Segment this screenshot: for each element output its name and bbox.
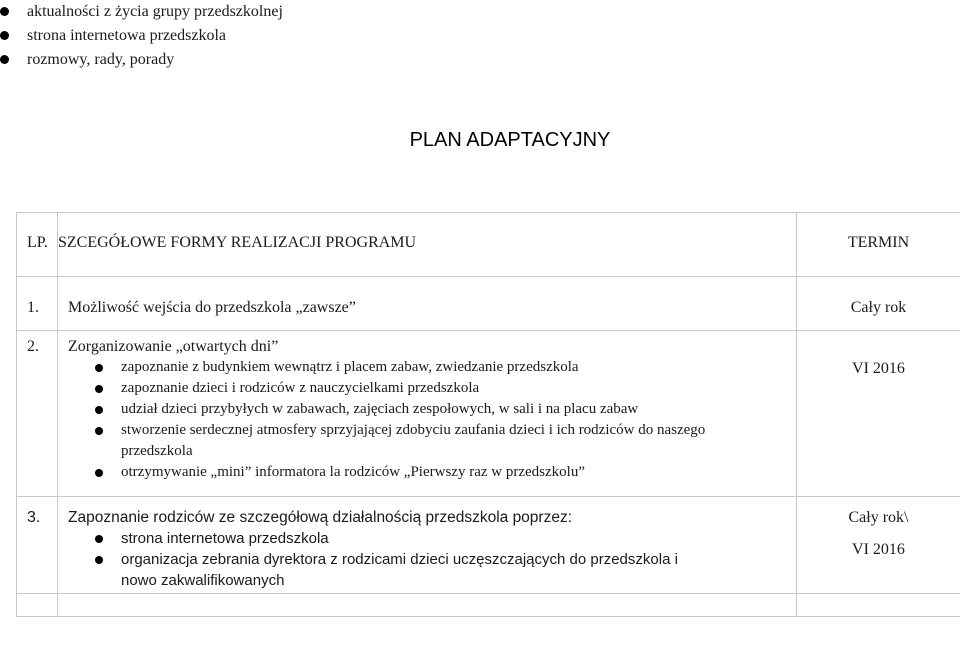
intro-list-item: strona internetowa przedszkola (0, 24, 283, 48)
bullet-icon (0, 55, 9, 64)
header-cell-description: SZCEGÓŁOWE FORMY REALIZACJI PROGRAMU (58, 213, 797, 277)
intro-list-item: rozmowy, rady, porady (0, 48, 283, 72)
cell-term: VI 2016 (797, 331, 960, 497)
cell-term: Cały rok\ VI 2016 (797, 497, 960, 594)
plan-table (16, 212, 960, 617)
cell-lp: 1. (17, 277, 58, 331)
table-row (17, 497, 960, 594)
list-item: udział dzieci przybyłych w zabawach, zajęciach zespołowych, w sali i na placu zabaw (121, 399, 796, 420)
list-item: zapoznanie dzieci i rodziców z nauczycielkami przedszkola (121, 378, 796, 399)
cell-description: Zapoznanie rodziców ze szczegółową działalnością przedszkola poprzez: strona internetowa przedszkola organizacja zebrania dyrektora z rodzicami dzieci uczęszczających do przedszkola i nowo zakwalifikowanych (58, 497, 797, 594)
cell-term: Cały rok (797, 277, 960, 331)
bullet-icon (95, 385, 103, 393)
cell-description: Zorganizowanie „otwartych dni” zapoznanie z budynkiem wewnątrz i placem zabaw, zwiedzanie przedszkola zapoznanie dzieci i rodziców z nauczycielkami przedszkola udział dzieci przybyłych w zabawach, zajęciach zespołowych, w sali i na placu zabaw stworzenie serdecznej atmosfery sprzyjającej zdobyciu zaufania dzieci i ich rodziców do naszego przedszkola otrzymywanie „mini” informatora la rodziców „Pierwszy raz w przedszkolu” (58, 331, 797, 497)
list-item: zapoznanie z budynkiem wewnątrz i placem zabaw, zwiedzanie przedszkola (121, 357, 796, 378)
bullet-icon (95, 427, 103, 435)
activity-list (58, 528, 796, 591)
table-row-empty (17, 594, 960, 617)
table-header-row (17, 213, 960, 277)
bullet-icon (0, 7, 9, 16)
cell-lp: 2. (17, 331, 58, 497)
intro-list-item: aktualności z życia grupy przedszkolnej (0, 0, 283, 24)
cell-lp: 3. (17, 497, 58, 594)
list-item: organizacja zebrania dyrektora z rodzicami dzieci uczęszczających do przedszkola i nowo zakwalifikowanych (121, 549, 716, 591)
bullet-icon (0, 31, 9, 40)
page-title: PLAN ADAPTACYJNY (409, 129, 611, 151)
list-item: strona internetowa przedszkola (121, 528, 716, 549)
cell-description: Możliwość wejścia do przedszkola „zawsze” (58, 277, 797, 331)
header-cell-lp: LP. (17, 213, 58, 277)
list-item: otrzymywanie „mini” informatora la rodziców „Pierwszy raz w przedszkolu” (121, 462, 796, 483)
table-row (17, 331, 960, 497)
bullet-icon (95, 469, 103, 477)
list-item: stworzenie serdecznej atmosfery sprzyjającej zdobyciu zaufania dzieci i ich rodziców do naszego przedszkola (121, 420, 796, 462)
bullet-icon (95, 406, 103, 414)
intro-bullet-list (0, 0, 283, 72)
bullet-icon (95, 364, 103, 372)
bullet-icon (95, 535, 103, 543)
activity-list (58, 357, 796, 483)
table-row (17, 277, 960, 331)
bullet-icon (95, 556, 103, 564)
header-cell-term: TERMIN (797, 213, 960, 277)
